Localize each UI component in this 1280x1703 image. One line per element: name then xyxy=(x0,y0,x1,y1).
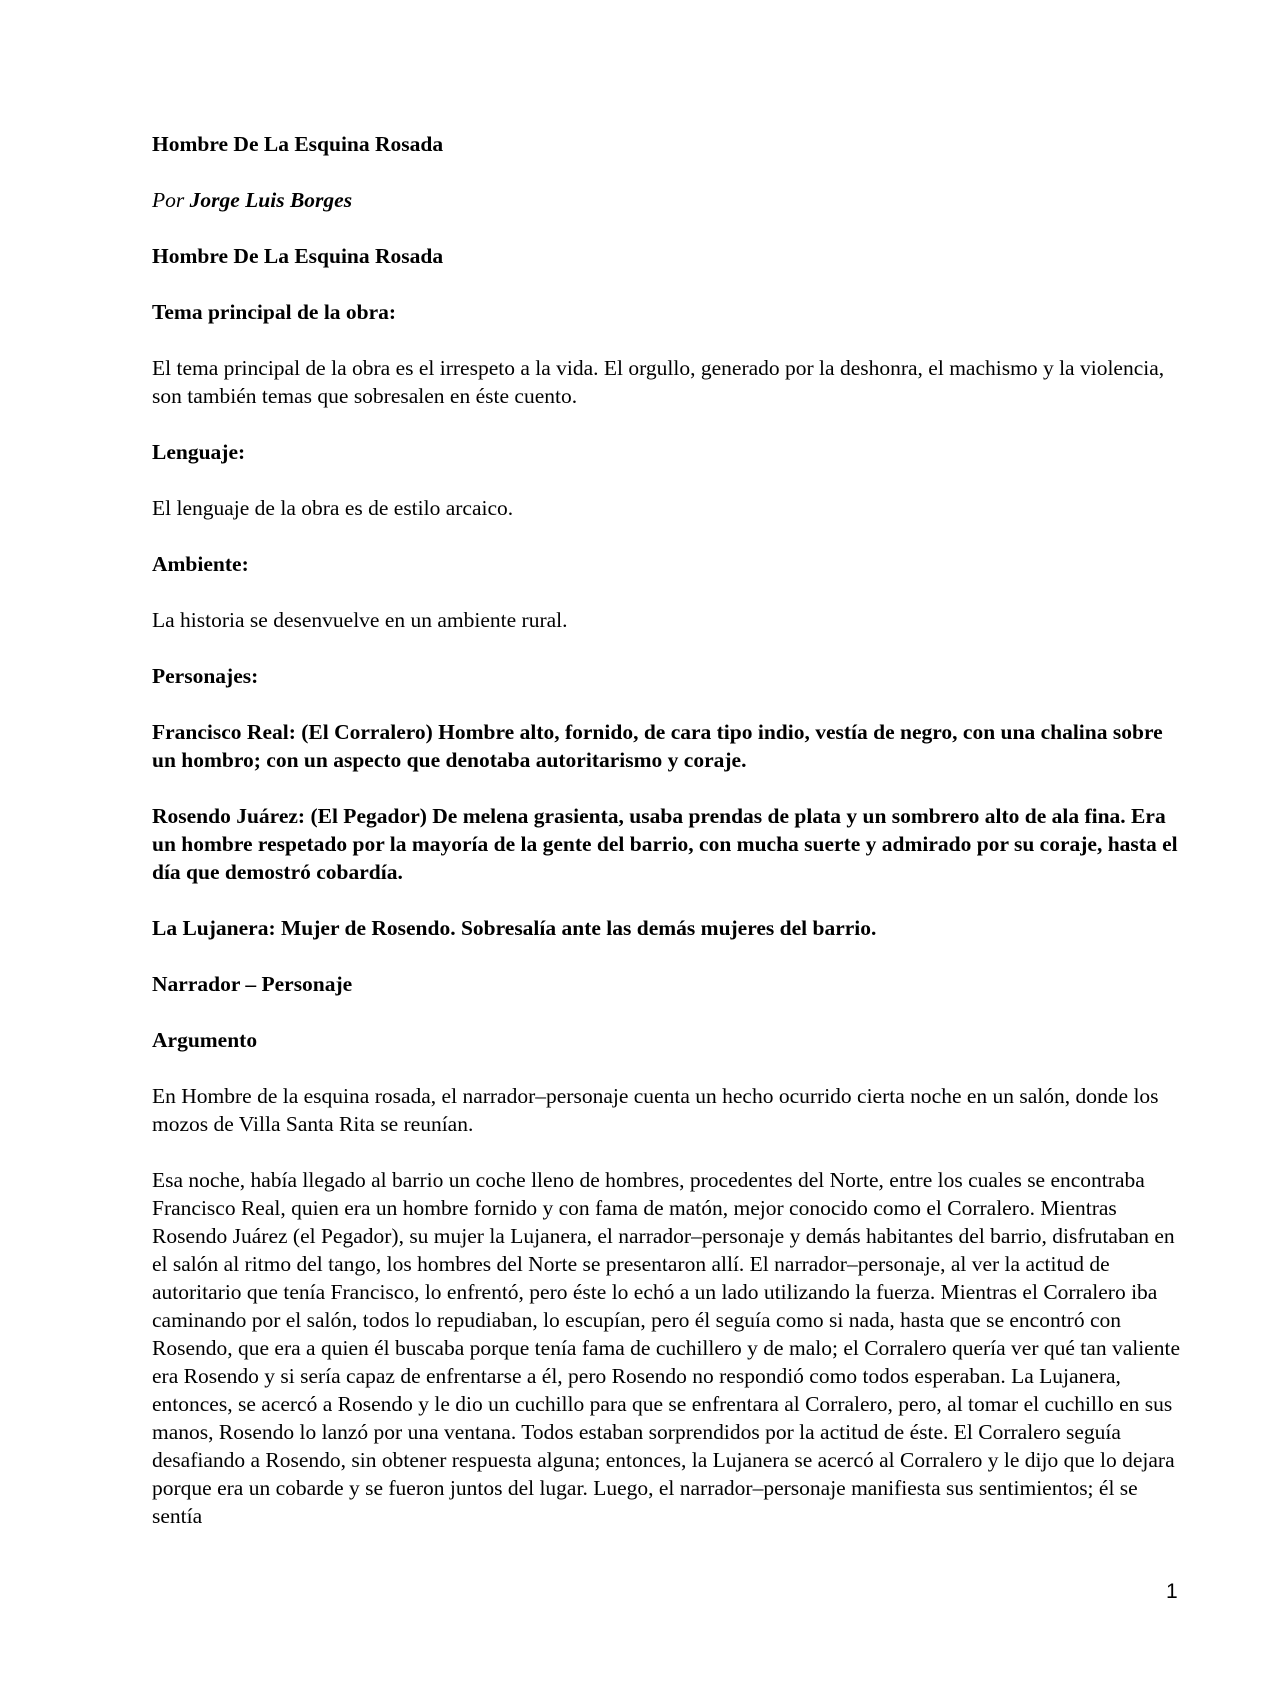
byline-prefix: Por xyxy=(152,188,190,212)
lenguaje-heading: Lenguaje: xyxy=(152,440,246,464)
document-title-repeat: Hombre De La Esquina Rosada xyxy=(152,244,444,268)
personajes-heading: Personajes: xyxy=(152,664,259,688)
argumento-heading: Argumento xyxy=(152,1028,258,1052)
ambiente-heading: Ambiente: xyxy=(152,552,249,576)
ambiente-paragraph: La historia se desenvuelve en un ambiente rural. xyxy=(152,608,568,632)
byline xyxy=(152,186,1182,214)
lenguaje-paragraph: El lenguaje de la obra es de estilo arcaico. xyxy=(152,496,514,520)
narrador-heading: Narrador – Personaje xyxy=(152,972,353,996)
personaje-lujanera: La Lujanera: Mujer de Rosendo. Sobresalía ante las demás mujeres del barrio. xyxy=(152,916,877,940)
tema-paragraph: El tema principal de la obra es el irrespeto a la vida. El orgullo, generado por la deshonra, el machismo y la violencia, son también temas que sobresalen en éste cuento. xyxy=(152,356,1165,408)
argumento-paragraph-1: En Hombre de la esquina rosada, el narrador–personaje cuenta un hecho ocurrido cierta noche en un salón, donde los mozos de Villa Santa Rita se reunían. xyxy=(152,1084,1159,1136)
document-page xyxy=(152,130,1182,1558)
argumento-paragraph-2: Esa noche, había llegado al barrio un coche lleno de hombres, procedentes del Norte, entre los cuales se encontraba Francisco Real, quien era un hombre fornido y con fama de matón, mejor conocido como el Corralero. Mientras Rosendo Juárez (el Pegador), su mujer la Lujanera, el narrador–personaje y demás habitantes del barrio, disfrutaban en el salón al ritmo del tango, los hombres del Norte se presentaron allí. El narrador–personaje, al ver la actitud de autoritario que tenía Francisco, lo enfrentó, pero éste lo echó a un lado utilizando la fuerza. Mientras el Corralero iba caminando por el salón, todos lo repudiaban, lo escupían, pero él seguía como si nada, hasta que se encontró con Rosendo, que era a quien él buscaba porque tenía fama de cuchillero y de malo; el Corralero quería ver qué tan valiente era Rosendo y si sería capaz de enfrentarse a él, pero Rosendo no respondió como todos esperaban. La Lujanera, entonces, se acercó a Rosendo y le dio un cuchillo para que se enfrentara al Corralero, pero, al tomar el cuchillo en sus manos, Rosendo lo lanzó por una ventana. Todos estaban sorprendidos por la actitud de éste. El Corralero seguía desafiando a Rosendo, sin obtener respuesta alguna; entonces, la Lujanera se acercó al Corralero y le dijo que lo dejara porque era un cobarde y se fueron juntos del lugar. Luego, el narrador–personaje manifiesta sus sentimientos; él se sentía xyxy=(152,1168,1180,1528)
author-name: Jorge Luis Borges xyxy=(189,188,353,212)
document-title: Hombre De La Esquina Rosada xyxy=(152,132,444,156)
tema-heading: Tema principal de la obra: xyxy=(152,300,397,324)
personaje-rosendo: Rosendo Juárez: (El Pegador) De melena grasienta, usaba prendas de plata y un sombrero alto de ala fina. Era un hombre respetado por la mayoría de la gente del barrio, con mucha suerte y admirado por su coraje, hasta el día que demostró cobardía. xyxy=(152,804,1178,884)
page-number: 1 xyxy=(1166,1580,1178,1603)
personaje-francisco: Francisco Real: (El Corralero) Hombre alto, fornido, de cara tipo indio, vestía de negro, con una chalina sobre un hombro; con un aspecto que denotaba autoritarismo y coraje. xyxy=(152,720,1163,772)
